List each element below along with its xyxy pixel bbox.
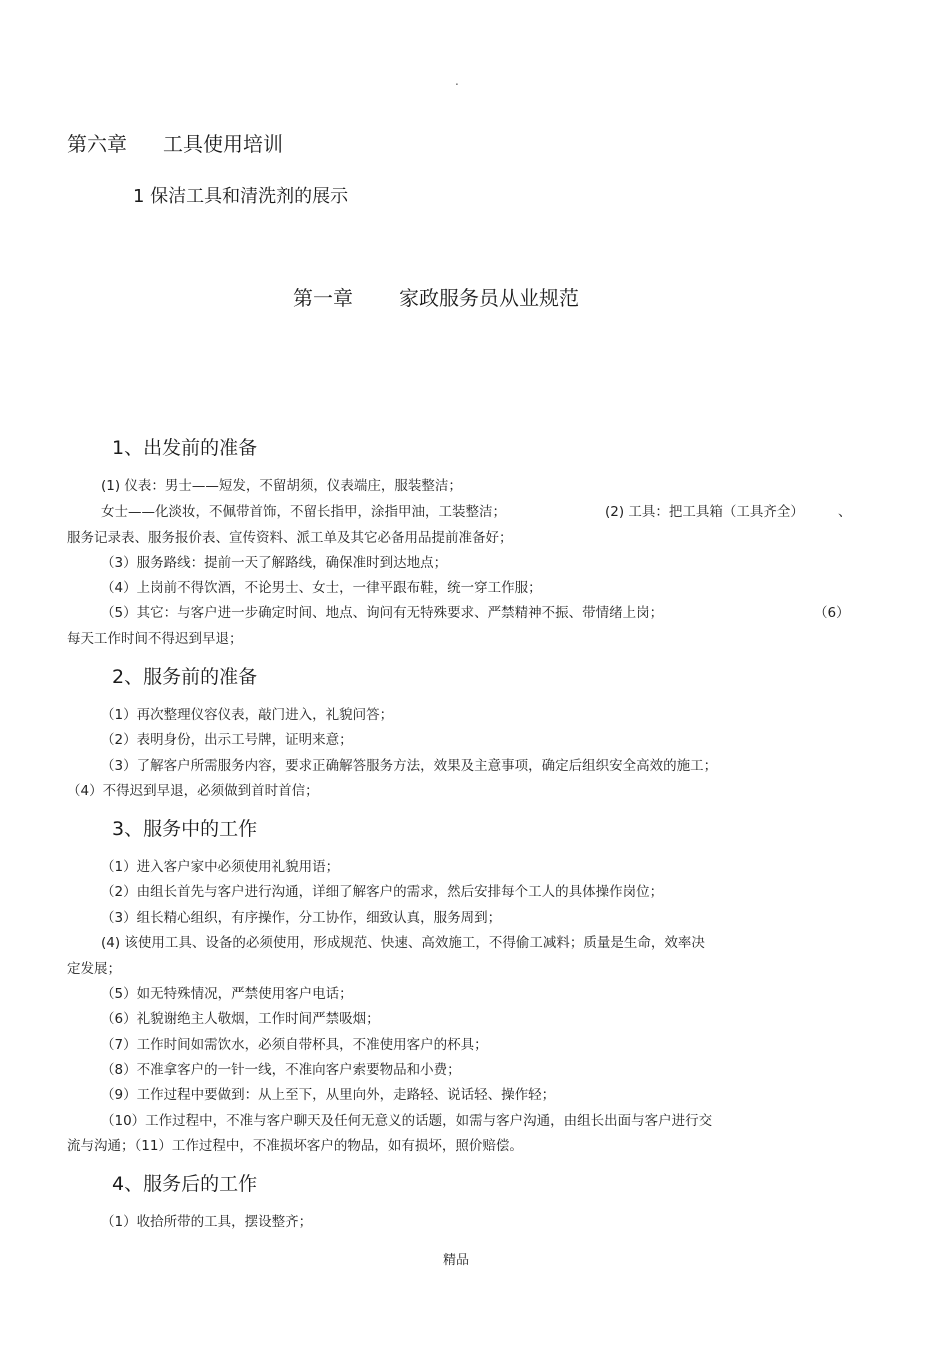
section1-line: （4）上岗前不得饮酒，不论男士、女士，一律平跟布鞋，统一穿工作服； <box>101 580 542 596</box>
section3-line: （7）工作时间如需饮水，必须自带杯具，不准使用客户的杯具； <box>101 1037 488 1053</box>
section2-line: （2）表明身份，出示工号牌，证明来意； <box>101 732 353 748</box>
section2-line: （1）再次整理仪容仪表，敲门进入，礼貌问答； <box>101 707 394 723</box>
chapter6-label: 第六章 <box>67 132 127 156</box>
section3-line: (4) 该使用工具、设备的必须使用，形成规范、快速、高效施工，不得偷工减料；质量是生命，效率决 <box>101 935 705 951</box>
section1-line: 女士——化淡妆，不佩带首饰，不留长指甲，涂指甲油，工装整洁； <box>101 504 506 520</box>
section3-heading: 3、服务中的工作 <box>112 818 258 840</box>
section1-line: 每天工作时间不得迟到早退； <box>67 631 243 647</box>
section3-line: 定发展； <box>67 961 121 977</box>
top-mark: . <box>455 74 459 88</box>
section2-heading: 2、服务前的准备 <box>112 666 258 688</box>
section2-line: （4）不得迟到早退，必须做到首时首信； <box>67 783 319 799</box>
section3-line: （5）如无特殊情况，严禁使用客户电话； <box>101 986 353 1002</box>
page-footer: 精品 <box>443 1253 470 1268</box>
section1-line: 服务记录表、服务报价表、宣传资料、派工单及其它必备用品提前准备好； <box>67 530 513 546</box>
section1-line: （5）其它：与客户进一步确定时间、地点、询问有无特殊要求、严禁精神不振、带情绪上岗； <box>101 605 664 621</box>
section3-line: （1）进入客户家中必须使用礼貌用语； <box>101 859 340 875</box>
section1-line: (2) 工具：把工具箱（工具齐全） <box>605 504 804 520</box>
section3-line: （3）组长精心组织，有序操作，分工协作，细致认真，服务周到； <box>101 910 502 926</box>
section1-line: (1) 仪表：男士——短发，不留胡须，仪表端庄，服装整洁； <box>101 478 462 494</box>
chapter6-title: 工具使用培训 <box>163 132 283 156</box>
chapter6-heading <box>67 128 283 157</box>
section3-line: （9）工作过程中要做到：从上至下，从里向外，走路轻、说话轻、操作轻； <box>101 1087 556 1103</box>
section1-heading: 1、出发前的准备 <box>112 437 258 459</box>
section1-line: （3）服务路线：提前一天了解路线，确保准时到达地点； <box>101 555 448 571</box>
section3-line: （8）不准拿客户的一针一线，不准向客户索要物品和小费； <box>101 1062 461 1078</box>
chapter1-heading <box>293 282 579 311</box>
section1-line: （6） <box>814 605 850 621</box>
section2-line: （3）了解客户所需服务内容，要求正确解答服务方法，效果及主意事项，确定后组织安全高效的施工； <box>101 758 718 774</box>
chapter1-label: 第一章 <box>293 286 353 310</box>
section3-line: （6）礼貌谢绝主人敬烟，工作时间严禁吸烟； <box>101 1011 380 1027</box>
chapter1-title: 家政服务员从业规范 <box>399 286 579 310</box>
chapter6-item1: 1 保洁工具和清洗剂的展示 <box>133 186 349 207</box>
section4-heading: 4、服务后的工作 <box>112 1173 258 1195</box>
section3-line: （2）由组长首先与客户进行沟通，详细了解客户的需求，然后安排每个工人的具体操作岗位； <box>101 884 664 900</box>
section1-line: 、 <box>838 504 852 520</box>
section3-line: （10）工作过程中，不准与客户聊天及任何无意义的话题，如需与客户沟通，由组长出面与客户进行交 <box>101 1113 713 1129</box>
section3-line: 流与沟通；（11）工作过程中，不准损坏客户的物品，如有损坏，照价赔偿。 <box>67 1138 523 1154</box>
section4-line: （1）收拾所带的工具，摆设整齐； <box>101 1214 313 1230</box>
